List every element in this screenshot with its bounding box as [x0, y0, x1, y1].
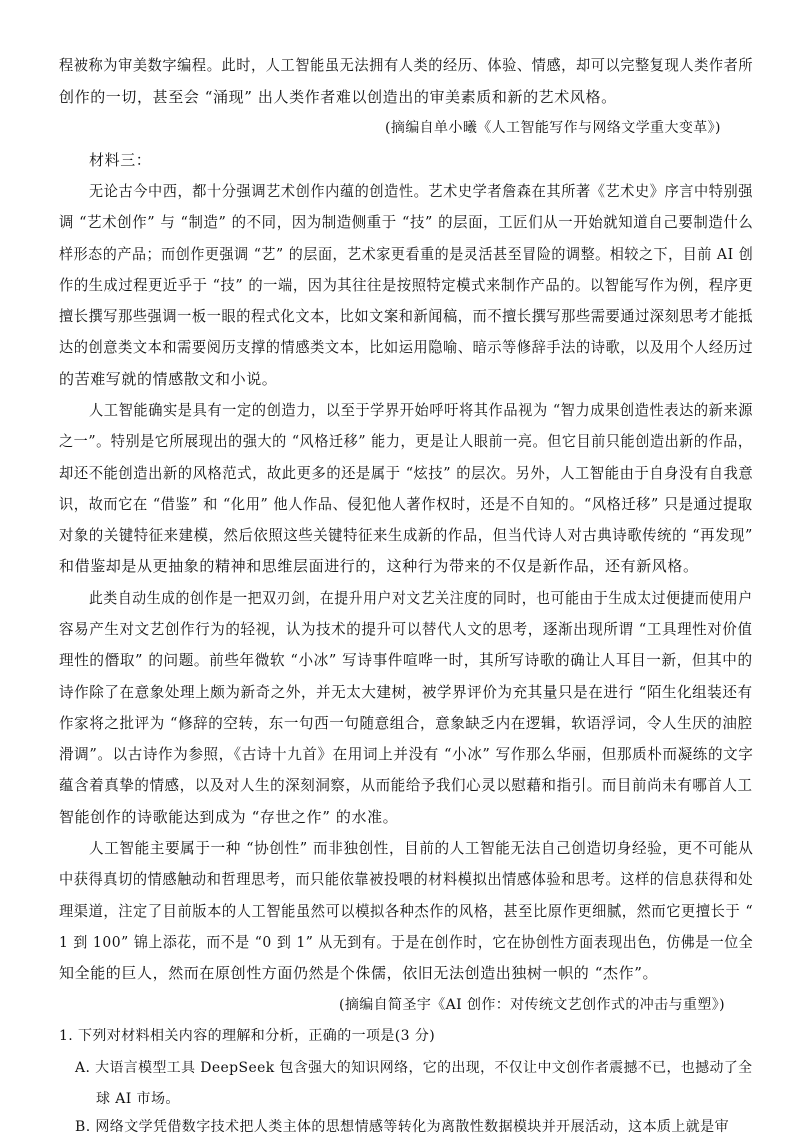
paragraph-line: 1 到 100” 锦上添花，而不是 “0 到 1” 从无到有。于是在创作时，它在协创性方面表现出色，仿佛是一位全: [59, 933, 754, 951]
paragraph-line: 容易产生对文艺创作行为的轻视，认为技术的提升可以替代人文的思考，逐渐出现所谓 “工具理性对价值: [59, 620, 753, 638]
paragraph-line: 识，故而它在 “借鉴” 和 “化用” 他人作品、侵犯他人著作权时，还是不自知的。“风格迁移” 只是通过提取: [59, 495, 753, 513]
answer-option-b: B. 网络文学凭借数字技术把人类主体的思想情感等转化为离散性数据模块并开展活动，这本质上就是审: [75, 1119, 729, 1135]
paragraph-line: 智能创作的诗歌能达到成为 “存世之作” 的水准。: [59, 808, 399, 826]
paragraph-line: 无论古今中西，都十分强调艺术创作内蕴的创造性。艺术史学者詹森在其所著《艺术史》序言中特别强: [89, 182, 754, 200]
paragraph-line: 之一”。特别是它所展现出的强大的 “风格迁移” 能力，更是让人眼前一亮。但它目前只能创造出新的作品，: [59, 432, 753, 450]
paragraph-line: 人工智能确实是具有一定的创造力，以至于学界开始呼吁将其作品视为 “智力成果创造性表达的新来源: [89, 401, 754, 419]
question-stem: 1. 下列对材料相关内容的理解和分析，正确的一项是(3 分): [59, 1028, 436, 1044]
paragraph-line: 作家将之批评为 “修辞的空转，东一句西一句随意组合，意象缺乏内在逻辑，软语浮词，令人生厌的油腔: [59, 714, 753, 732]
paragraph-line: 作的生成过程更近乎于 “技” 的一端，因为其往往是按照特定模式来制作产品的。以智能写作为例，程序更: [59, 276, 754, 294]
paragraph-line: 知全能的巨人，然而在原创性方面仍然是个侏儒，依旧无法创造出独树一帜的 “杰作”。: [59, 964, 659, 982]
paragraph-line: 创作的一切，甚至会 “涌现” 出人类作者难以创造出的审美素质和新的艺术风格。: [59, 88, 617, 106]
paragraph-line: 达的创意类文本和需要阅历支撑的情感类文本，比如运用隐喻、暗示等修辞手法的诗歌，以及用个人经历过: [59, 338, 754, 356]
source-citation: (摘编自单小曦《人工智能写作与网络文学重大变革》): [385, 120, 721, 136]
paragraph-line: 人工智能主要属于一种 “协创性” 而非独创性，目前的人工智能无法自己创造切身经验，更不可能从: [89, 839, 754, 857]
section-heading: 材料三：: [89, 151, 152, 169]
paragraph-line: 滑调”。以古诗作为参照，《古诗十九首》在用词上并没有 “小冰” 写作那么华丽，但那质朴而凝练的文字: [59, 745, 754, 763]
answer-option-a: A. 大语言模型工具 DeepSeek 包含强大的知识网络，它的出现，不仅让中文创作者震撼不已，也撼动了全: [75, 1060, 753, 1076]
paragraph-line: 蕴含着真挚的情感，以及对人生的深刻洞察，从而能给予我们心灵以慰藉和指引。而目前尚未有哪首人工: [59, 776, 753, 794]
paragraph-line: 调 “艺术创作” 与 “制造” 的不同，因为制造侧重于 “技” 的层面，工匠们从一开始就知道自己要制造什么: [59, 213, 754, 231]
answer-option-a-continued: 球 AI 市场。: [96, 1091, 180, 1107]
paragraph-line: 和借鉴却是从更抽象的精神和思维层面进行的，这种行为带来的不仅是新作品，还有新风格。: [59, 557, 699, 575]
paragraph-line: 此类自动生成的创作是一把双刃剑，在提升用户对文艺关注度的同时，也可能由于生成太过便捷而使用户: [89, 589, 753, 607]
paragraph-line: 程被称为审美数字编程。此时，人工智能虽无法拥有人类的经历、体验、情感，却可以完整复现人类作者所: [59, 56, 754, 74]
paragraph-line: 样形态的产品；而创作更强调 “艺” 的层面，艺术家更看重的是灵活甚至冒险的调整。相较之下，目前 AI 创: [59, 245, 754, 263]
paragraph-line: 却还不能创造出新的风格范式，故此更多的还是属于 “炫技” 的层次。另外，人工智能由于自身没有自我意: [59, 464, 754, 482]
paragraph-line: 理渠道，注定了目前版本的人工智能虽然可以模拟各种杰作的风格，甚至比原作更细腻，然而它更擅长于 “: [59, 902, 754, 920]
paragraph-line: 擅长撰写那些强调一板一眼的程式化文本，比如文案和新闻稿，而不擅长撰写那些需要通过深刻思考才能抵: [59, 307, 754, 325]
paragraph-line: 的苦难写就的情感散文和小说。: [59, 370, 278, 388]
paragraph-line: 对象的关键特征来建模，然后依照这些关键特征来生成新的作品，但当代诗人对古典诗歌传统的 “再发现”: [59, 526, 753, 544]
paragraph-line: 中获得真切的情感触动和哲理思考，而只能依靠被投喂的材料模拟出情感体验和思考。这样的信息获得和处: [59, 870, 754, 888]
source-citation: (摘编自简圣宇《AI 创作：对传统文艺创作式的冲击与重塑》): [339, 997, 726, 1013]
paragraph-line: 诗作除了在意象处理上颇为新奇之外，并无太大建树，被学界评价为充其量只是在进行 “陌生化组装还有: [59, 683, 753, 701]
paragraph-line: 理性的僭取” 的问题。前些年微软 “小冰” 写诗事件喧哗一时，其所写诗歌的确让人耳目一新，但其中的: [59, 651, 753, 669]
